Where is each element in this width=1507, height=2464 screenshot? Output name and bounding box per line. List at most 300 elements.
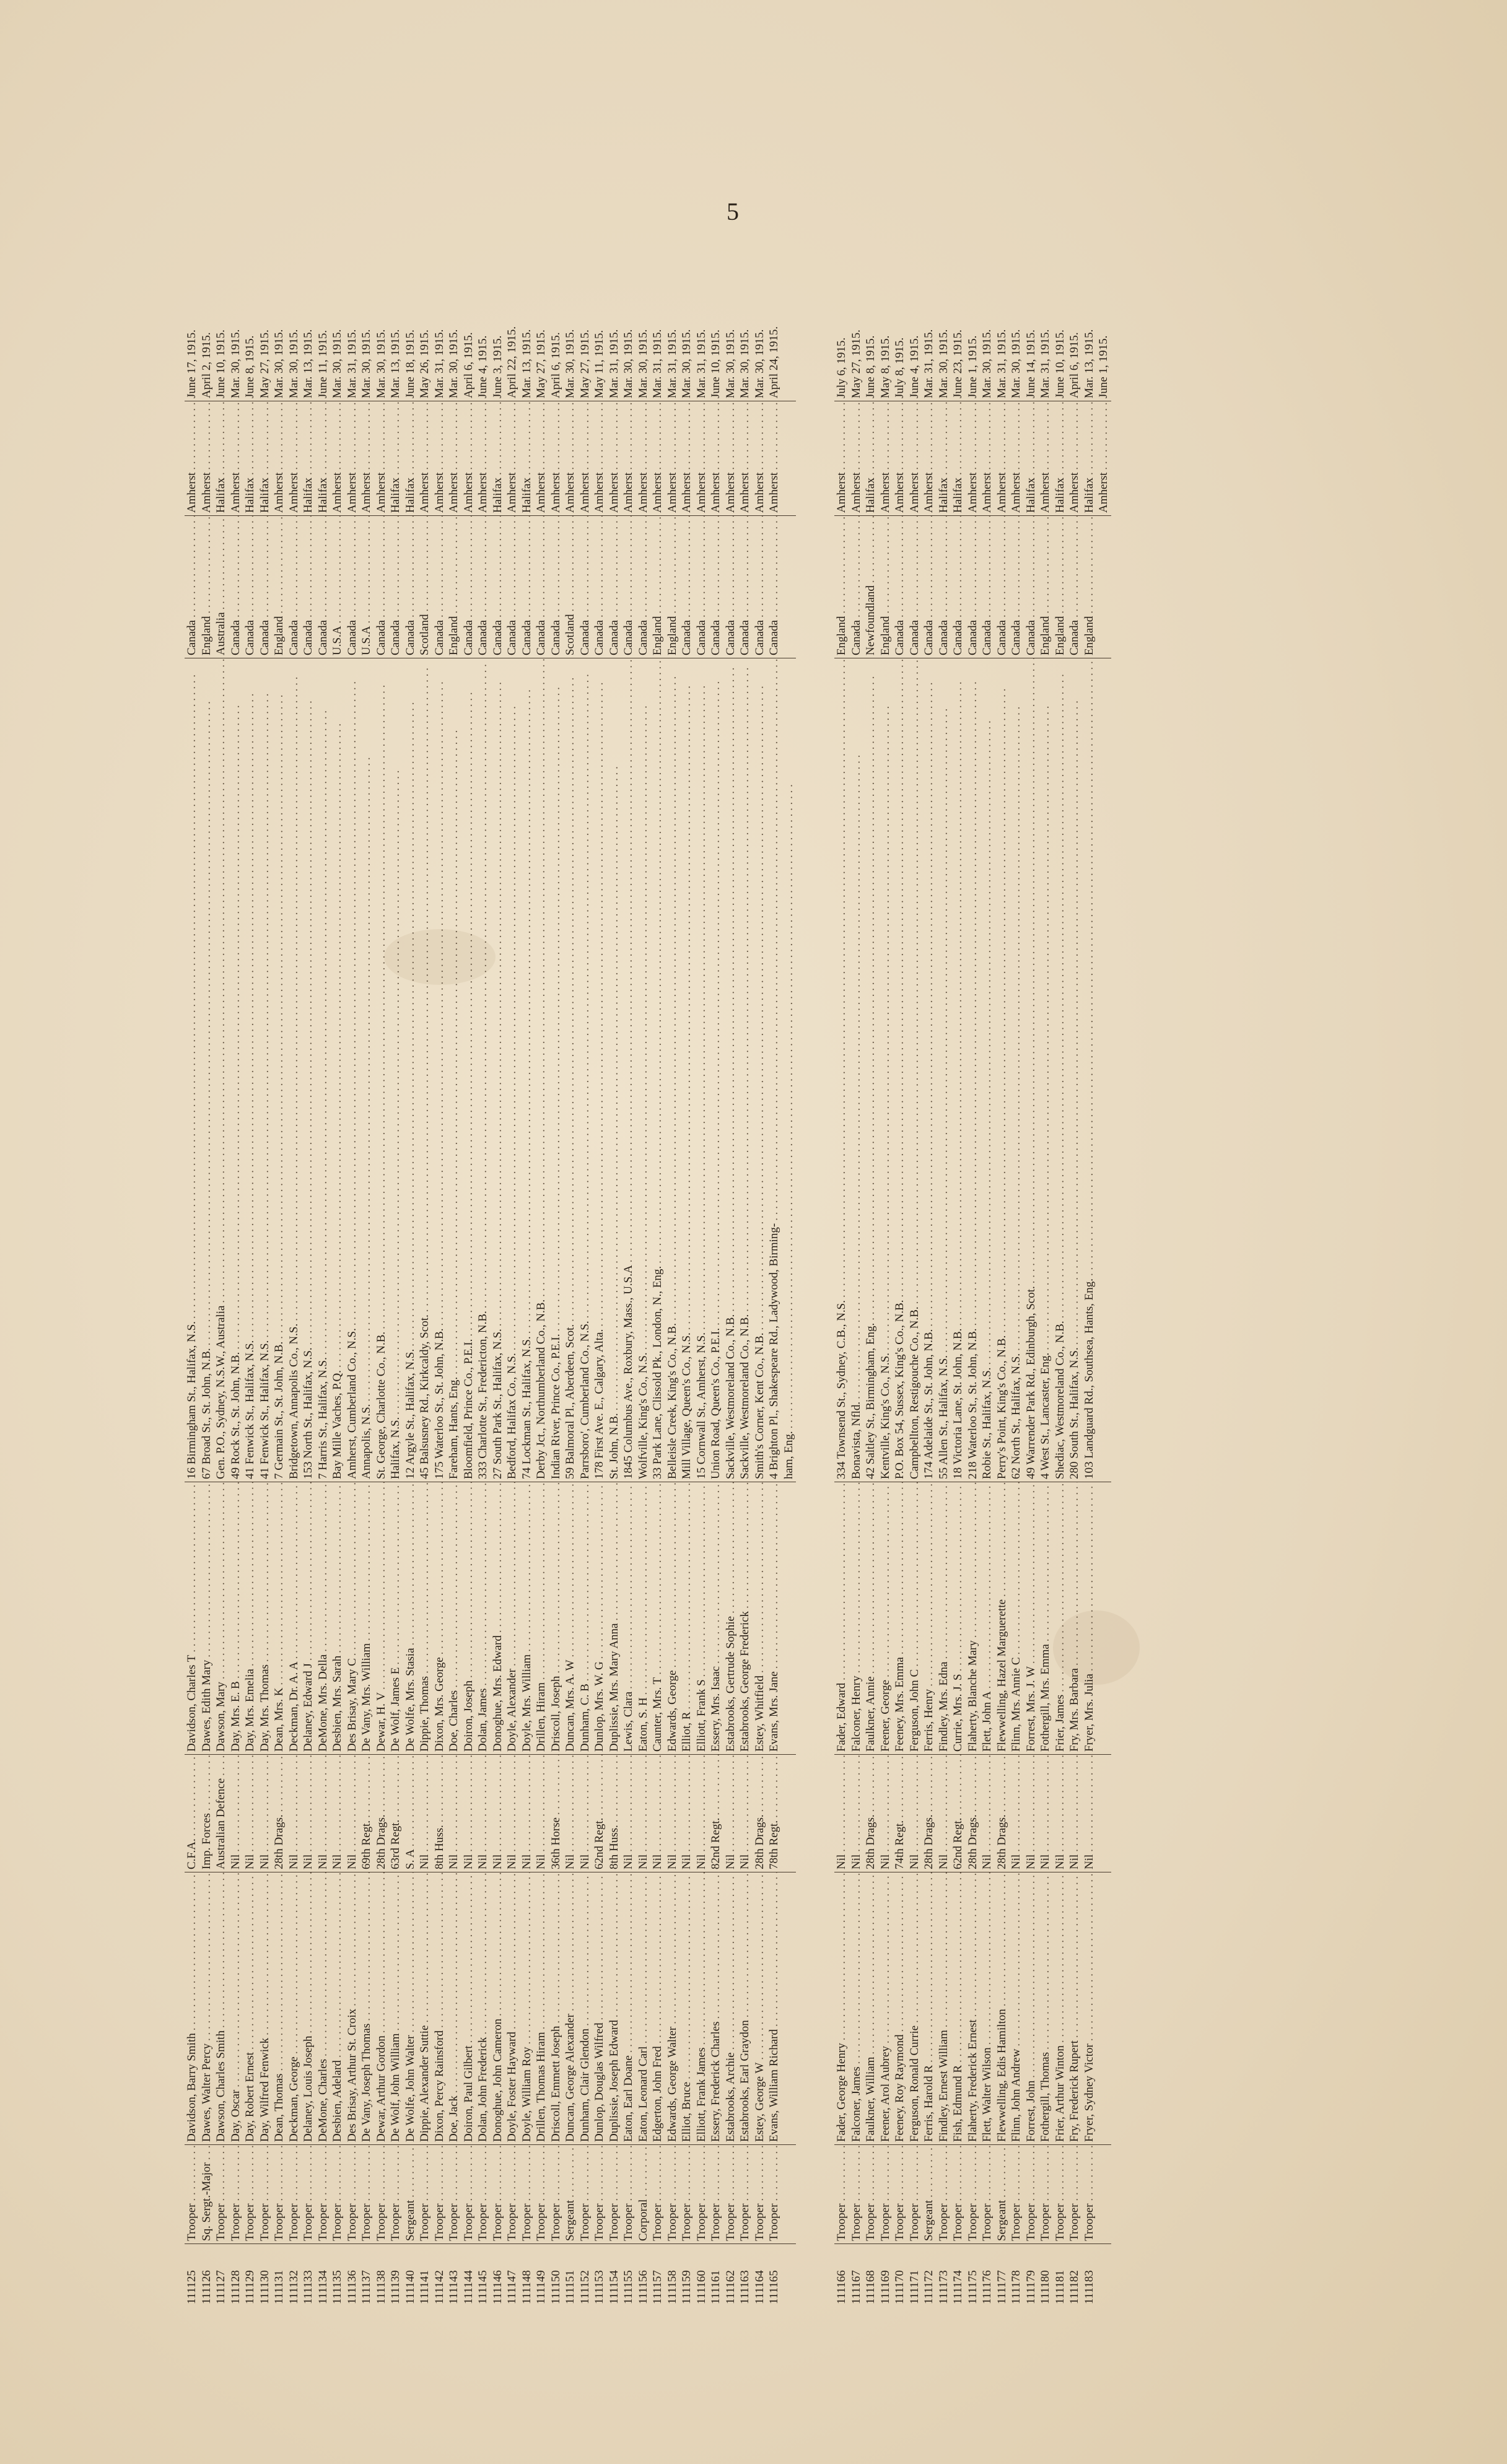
table-row	[907, 243, 922, 2305]
former-corps-cell: Nil . . .	[878, 1754, 893, 1872]
soldier-name-cell: Forrest, John . . .	[1024, 1872, 1039, 2144]
former-corps-cell: Nil . . .	[345, 1754, 360, 1872]
regimental-number-cell: 111127	[214, 2243, 229, 2305]
place-of-enlistment-cell: Halifax . . .	[951, 401, 966, 515]
rank-cell: Trooper . . .	[287, 2144, 302, 2243]
table-row	[345, 243, 360, 2305]
country-of-birth-cell: Canada . . .	[403, 515, 418, 658]
place-of-enlistment-cell: Halifax . . .	[491, 401, 505, 515]
soldier-name-cell: Flaherty, Frederick Ernest . . .	[966, 1872, 981, 2144]
place-of-enlistment-cell: Amherst . . .	[272, 401, 287, 515]
table-row	[995, 243, 1010, 2305]
next-of-kin-cell: De Wolf, James E . . .	[388, 1482, 403, 1754]
former-corps-cell: Nil . . .	[650, 1754, 665, 1872]
rank-cell: Trooper . . .	[272, 2144, 287, 2243]
next-of-kin-cell: Fry, Mrs. Barbara . . .	[1067, 1482, 1082, 1754]
place-of-enlistment-cell: Amherst . . .	[767, 401, 782, 515]
table-row	[665, 243, 680, 2305]
soldier-name-cell	[782, 1872, 797, 2144]
address-cell: 42 Saltley St., Birmingham, Eng. . . .	[863, 658, 878, 1482]
next-of-kin-cell: Estabrooks, Gertrude Sophie . . .	[723, 1482, 738, 1754]
former-corps-cell: Nil . . .	[417, 1754, 432, 1872]
next-of-kin-cell: De Vany, Mrs. William . . .	[359, 1482, 374, 1754]
rank-cell: Trooper . . .	[345, 2144, 360, 2243]
date-of-enlistment-cell: Mar. 13, 1915.	[1082, 329, 1096, 398]
date-of-enlistment-cell: Mar. 30, 1915.	[981, 329, 994, 398]
country-of-birth-cell: Canada . . .	[709, 515, 723, 658]
rank-cell: Trooper . . .	[650, 2144, 665, 2243]
date-of-enlistment-cell: June 8, 1915.	[864, 335, 877, 398]
regimental-number-cell: 111167	[849, 2243, 864, 2305]
table-row	[1096, 243, 1111, 2305]
next-of-kin-cell: De Wolfe, Mrs. Stasia . . .	[403, 1482, 418, 1754]
former-corps-cell: 62nd Regt. . . .	[951, 1754, 966, 1872]
date-of-enlistment-cell: Mar. 30, 1915.	[1010, 329, 1023, 398]
date-of-enlistment-cell: Mar. 30, 1915.	[229, 329, 242, 398]
regimental-number-cell: 111169	[878, 2243, 893, 2305]
former-corps-cell: Nil . . .	[258, 1754, 273, 1872]
date-of-enlistment-cell: June 4, 1915.	[907, 335, 921, 398]
former-corps-cell: Nil . . .	[229, 1754, 243, 1872]
country-of-birth-cell: Canada . . .	[621, 515, 636, 658]
next-of-kin-cell: Ferguson, John C . . .	[907, 1482, 922, 1754]
address-cell: 41 Fenwick St., Halifax, N.S. . . .	[243, 658, 258, 1482]
former-corps-cell: Australian Defence . . .	[214, 1754, 229, 1872]
rank-cell: Trooper . . .	[185, 2144, 199, 2243]
regimental-number-cell: 111126	[199, 2243, 214, 2305]
former-corps-cell: C.F.A. . . .	[185, 1754, 199, 1872]
soldier-name-cell: Donoghue, John Cameron . . .	[491, 1872, 505, 2144]
former-corps-cell: 28th Drags. . . .	[863, 1754, 878, 1872]
regimental-number-cell: 111136	[345, 2243, 360, 2305]
rank-cell: Trooper . . .	[388, 2144, 403, 2243]
place-of-enlistment-cell: Halifax . . .	[243, 401, 258, 515]
place-of-enlistment-cell: Amherst . . .	[1038, 401, 1053, 515]
date-of-enlistment-cell: May 26, 1915.	[418, 330, 431, 398]
rank-cell: Trooper . . .	[476, 2144, 491, 2243]
regimental-number-cell: 111131	[272, 2243, 287, 2305]
address-cell: Fareham, Hants, Eng. . . .	[447, 658, 461, 1482]
regimental-number-cell: 111175	[966, 2243, 981, 2305]
place-of-enlistment-cell: Amherst . . .	[834, 401, 849, 515]
table-row	[359, 243, 374, 2305]
former-corps-cell: 36th Horse . . .	[549, 1754, 564, 1872]
table-row	[1038, 243, 1053, 2305]
table-row	[709, 243, 723, 2305]
country-of-birth-cell: Canada . . .	[1067, 515, 1082, 658]
regimental-number-cell: 111153	[592, 2243, 607, 2305]
date-of-enlistment-cell	[782, 243, 797, 401]
place-of-enlistment-cell: Amherst . . .	[330, 401, 345, 515]
table-row	[388, 243, 403, 2305]
date-of-enlistment-cell: May 27, 1915.	[578, 330, 592, 398]
rank-cell	[782, 2144, 797, 2243]
regimental-number-cell: 111177	[995, 2243, 1010, 2305]
soldier-name-cell: Evans, William Richard . . .	[767, 1872, 782, 2144]
former-corps-cell: 28th Drags. . . .	[995, 1754, 1010, 1872]
former-corps-cell: Imp. Forces . . .	[199, 1754, 214, 1872]
date-of-enlistment-cell: June 18, 1915.	[403, 330, 417, 398]
regimental-number-cell: 111160	[694, 2243, 709, 2305]
place-of-enlistment-cell: Amherst . . .	[679, 401, 694, 515]
date-of-enlistment-cell: Mar. 13, 1915.	[389, 329, 402, 398]
soldier-name-cell: Deckman, George . . .	[287, 1872, 302, 2144]
place-of-enlistment-cell: Halifax . . .	[1082, 401, 1097, 515]
former-corps-cell: Nil . . .	[738, 1754, 753, 1872]
rank-cell: Trooper . . .	[214, 2144, 229, 2243]
address-cell: 333 Charlotte St., Fredericton, N.B. . . .	[476, 658, 491, 1482]
place-of-enlistment-cell: Amherst . . .	[1009, 401, 1024, 515]
rank-cell: Trooper . . .	[243, 2144, 258, 2243]
address-cell: 103 Landguard Rd., Southsea, Hants, Eng. . . .	[1082, 658, 1097, 1482]
soldier-name-cell: Findley, Ernest William . . .	[937, 1872, 951, 2144]
next-of-kin-cell: Elliott, Frank S . . .	[694, 1482, 709, 1754]
date-of-enlistment-cell: June 10, 1915.	[1053, 330, 1067, 398]
regimental-number-cell: 111158	[665, 2243, 680, 2305]
country-of-birth-cell: Canada . . .	[301, 515, 316, 658]
soldier-name-cell: Delaney, Louis Joseph . . .	[301, 1872, 316, 2144]
soldier-name-cell: Flinn, John Andrew . . .	[1009, 1872, 1024, 2144]
regimental-number-cell: 111128	[229, 2243, 243, 2305]
country-of-birth-cell: Newfoundland . . .	[863, 515, 878, 658]
rank-cell: Trooper . . .	[316, 2144, 331, 2243]
place-of-enlistment-cell: Amherst . . .	[907, 401, 922, 515]
table-row	[578, 243, 593, 2305]
rank-cell: Trooper . . .	[878, 2144, 893, 2243]
next-of-kin-cell: Deckman, Dr. A. A . . .	[287, 1482, 302, 1754]
date-of-enlistment-cell: July 8, 1915.	[893, 337, 906, 398]
country-of-birth-cell: Canada . . .	[520, 515, 535, 658]
table-row	[563, 243, 578, 2305]
address-cell: 74 Lockman St., Halifax, N.S. . . .	[520, 658, 535, 1482]
regimental-number-cell: 111135	[330, 2243, 345, 2305]
table-row	[287, 243, 302, 2305]
place-of-enlistment-cell: Halifax . . .	[863, 401, 878, 515]
next-of-kin-cell: Doiron, Joseph . . .	[461, 1482, 476, 1754]
soldier-name-cell: De Wolf, John William . . .	[388, 1872, 403, 2144]
date-of-enlistment-cell: June 3, 1915.	[491, 335, 504, 398]
date-of-enlistment-cell: Mar. 31, 1915.	[995, 329, 1008, 398]
rank-cell: Trooper . . .	[907, 2144, 922, 2243]
country-of-birth-cell: Canada . . .	[753, 515, 767, 658]
rank-cell: Trooper . . .	[966, 2144, 981, 2243]
place-of-enlistment-cell: Halifax . . .	[520, 401, 535, 515]
address-cell: 1845 Columbus Ave., Roxbury, Mass., U.S.A . . .	[621, 658, 636, 1482]
date-of-enlistment-cell: June 4, 1915.	[476, 335, 489, 398]
rank-cell: Sergeant . . .	[563, 2144, 578, 2243]
regimental-number-cell: 111130	[258, 2243, 273, 2305]
date-of-enlistment-cell: Mar. 31, 1915.	[1039, 329, 1052, 398]
address-cell: 153 North St., Halifax, N.S. . . .	[301, 658, 316, 1482]
soldier-name-cell: Feener, Arol Aubrey . . .	[878, 1872, 893, 2144]
soldier-name-cell: Dawson, Charles Smith . . .	[214, 1872, 229, 2144]
next-of-kin-cell: Falconer, Henry . . .	[849, 1482, 864, 1754]
rank-cell: Trooper . . .	[1082, 2144, 1097, 2243]
place-of-enlistment-cell: Amherst . . .	[893, 401, 907, 515]
next-of-kin-cell: Dewar, H. V . . .	[374, 1482, 389, 1754]
next-of-kin-cell: Dolan, James . . .	[476, 1482, 491, 1754]
address-cell: Gen. P.O., Sydney, N.S.W., Australia . . .	[214, 658, 229, 1482]
soldier-name-cell: Day, Wilfred Fenwick . . .	[258, 1872, 273, 2144]
roster-block-d-e	[185, 243, 796, 2305]
former-corps-cell: Nil . . .	[534, 1754, 549, 1872]
country-of-birth-cell: Canada . . .	[374, 515, 389, 658]
roster-block-f	[834, 243, 1111, 2305]
regimental-number-cell: 111155	[621, 2243, 636, 2305]
former-corps-cell: Nil . . .	[491, 1754, 505, 1872]
address-cell: Bonavista, Nfld. . . .	[849, 658, 864, 1482]
country-of-birth-cell: Canada . . .	[893, 515, 907, 658]
address-cell: Union Road, Queen's Co., P.E.I. . . .	[709, 658, 723, 1482]
next-of-kin-cell: Day, Mrs. E. B . . .	[229, 1482, 243, 1754]
address-cell: 12 Argyle St., Halifax, N.S. . . .	[403, 658, 418, 1482]
next-of-kin-cell: Doyle, Alexander . . .	[505, 1482, 520, 1754]
table-row	[229, 243, 243, 2305]
soldier-name-cell: Dippie, Alexander Suttie . . .	[417, 1872, 432, 2144]
address-cell: Mill Village, Queen's Co., N.S. . . .	[679, 658, 694, 1482]
rank-cell: Trooper . . .	[980, 2144, 995, 2243]
regimental-number-cell: 111143	[447, 2243, 461, 2305]
table-row	[476, 243, 491, 2305]
regimental-number-cell: 111164	[753, 2243, 767, 2305]
regimental-number-cell: 111146	[491, 2243, 505, 2305]
regimental-number-cell: 111179	[1024, 2243, 1039, 2305]
rank-cell: Trooper . . .	[937, 2144, 951, 2243]
table-row	[621, 243, 636, 2305]
country-of-birth-cell: Canada . . .	[679, 515, 694, 658]
address-cell: 7 Germain St., St. John, N.B. . . .	[272, 658, 287, 1482]
former-corps-cell: Nil . . .	[476, 1754, 491, 1872]
place-of-enlistment-cell: Amherst . . .	[374, 401, 389, 515]
address-cell: Smith's Corner, Kent Co., N.B. . . .	[753, 658, 767, 1482]
country-of-birth-cell: Canada . . .	[966, 515, 981, 658]
next-of-kin-cell: Ferris, Henry . . .	[922, 1482, 937, 1754]
table-row	[461, 243, 476, 2305]
date-of-enlistment-cell: Mar. 30, 1915.	[273, 329, 286, 398]
next-of-kin-cell: Dawes, Edith Mary . . .	[199, 1482, 214, 1754]
address-cell: 49 Warrender Park Rd., Edinburgh, Scot. . . .	[1024, 658, 1039, 1482]
country-of-birth-cell: Canada . . .	[185, 515, 199, 658]
regimental-number-cell: 111154	[607, 2243, 622, 2305]
regimental-number-cell: 111137	[359, 2243, 374, 2305]
rank-cell: Trooper . . .	[1067, 2144, 1082, 2243]
address-cell: Bloomfield, Prince Co., P.E.I. . . .	[461, 658, 476, 1482]
table-row	[966, 243, 981, 2305]
date-of-enlistment-cell: Mar. 30, 1915.	[287, 329, 300, 398]
country-of-birth-cell: England . . .	[665, 515, 680, 658]
date-of-enlistment-cell: June 1, 1915.	[966, 335, 979, 398]
regimental-number-cell: 111139	[388, 2243, 403, 2305]
place-of-enlistment-cell: Amherst . . .	[447, 401, 461, 515]
rank-cell: Trooper . . .	[723, 2144, 738, 2243]
regimental-number-cell: 111162	[723, 2243, 738, 2305]
next-of-kin-cell: DeMone, Mrs. Della . . .	[316, 1482, 331, 1754]
rank-cell: Trooper . . .	[461, 2144, 476, 2243]
former-corps-cell: Nil . . .	[578, 1754, 593, 1872]
table-row	[607, 243, 622, 2305]
place-of-enlistment-cell: Halifax . . .	[388, 401, 403, 515]
next-of-kin-cell: Caunter, Mrs. T . . .	[650, 1482, 665, 1754]
country-of-birth-cell: England . . .	[834, 515, 849, 658]
table-row	[849, 243, 864, 2305]
table-row	[650, 243, 665, 2305]
rank-cell: Trooper . . .	[607, 2144, 622, 2243]
table-row	[534, 243, 549, 2305]
table-row	[834, 243, 849, 2305]
country-of-birth-cell: Scotland . . .	[563, 515, 578, 658]
next-of-kin-cell: Duplissie, Mrs. Mary Anna . . .	[607, 1482, 622, 1754]
former-corps-cell: Nil . . .	[330, 1754, 345, 1872]
place-of-enlistment-cell: Halifax . . .	[301, 401, 316, 515]
table-row	[1082, 243, 1097, 2305]
address-cell: 4 West St., Lancaster, Eng. . . .	[1038, 658, 1053, 1482]
next-of-kin-cell: Edwards, George . . .	[665, 1482, 680, 1754]
date-of-enlistment-cell: June 17, 1915.	[185, 330, 198, 398]
country-of-birth-cell: Canada . . .	[476, 515, 491, 658]
table-row	[636, 243, 651, 2305]
soldier-name-cell: Flewwelling, Edis Hamilton . . .	[995, 1872, 1010, 2144]
address-cell: 55 Allen St., Halifax, N.S. . . .	[937, 658, 951, 1482]
former-corps-cell: Nil . . .	[1009, 1754, 1024, 1872]
regimental-number-cell: 111132	[287, 2243, 302, 2305]
soldier-name-cell: Dawes, Walter Percy . . .	[199, 1872, 214, 2144]
country-of-birth-cell: England . . .	[447, 515, 461, 658]
date-of-enlistment-cell: Mar. 31, 1915.	[607, 329, 621, 398]
address-cell: 7 Harris St., Halifax, N.S. . . .	[316, 658, 331, 1482]
soldier-name-cell: Feeney, Roy Raymond . . .	[893, 1872, 907, 2144]
regimental-number-cell: 111161	[709, 2243, 723, 2305]
former-corps-cell: Nil . . .	[679, 1754, 694, 1872]
date-of-enlistment-cell: May 11, 1915.	[593, 330, 606, 398]
former-corps-cell: Nil . . .	[694, 1754, 709, 1872]
regimental-number-cell	[782, 2243, 797, 2305]
regimental-number-cell: 111157	[650, 2243, 665, 2305]
soldier-name-cell: Elliot, Bruce . . .	[679, 1872, 694, 2144]
country-of-birth-cell: England . . .	[1038, 515, 1053, 658]
regimental-number-cell: 111181	[1053, 2243, 1068, 2305]
place-of-enlistment-cell: Halifax . . .	[316, 401, 331, 515]
former-corps-cell: Nil . . .	[520, 1754, 535, 1872]
former-corps-cell	[782, 1754, 797, 1872]
next-of-kin-cell: Desbien, Mrs. Sarah . . .	[330, 1482, 345, 1754]
next-of-kin-cell: Flaherty, Blanche Mary . . .	[966, 1482, 981, 1754]
table-row	[243, 243, 258, 2305]
next-of-kin-cell	[782, 1482, 797, 1754]
next-of-kin-cell: Essery, Mrs. Isaac . . .	[709, 1482, 723, 1754]
table-row	[723, 243, 738, 2305]
next-of-kin-cell: Day, Mrs. Emelia . . .	[243, 1482, 258, 1754]
regimental-number-cell: 111170	[893, 2243, 907, 2305]
soldier-name-cell: Day, Oscar . . .	[229, 1872, 243, 2144]
place-of-enlistment-cell: Amherst . . .	[1096, 401, 1111, 515]
former-corps-cell: 28th Drags. . . .	[272, 1754, 287, 1872]
next-of-kin-cell: Evans, Mrs. Jane . . .	[767, 1482, 782, 1754]
next-of-kin-cell: Dean, Mrs. K . . .	[272, 1482, 287, 1754]
regimental-number-cell: 111163	[738, 2243, 753, 2305]
date-of-enlistment-cell: Mar. 13, 1915.	[302, 329, 315, 398]
address-cell: 18 Victoria Lane, St. John, N.B. . . .	[951, 658, 966, 1482]
rank-cell: Trooper . . .	[1053, 2144, 1068, 2243]
address-cell: Parrsboro', Cumberland Co., N.S. . . .	[578, 658, 593, 1482]
address-cell: St. George, Charlotte Co., N.B. . . .	[374, 658, 389, 1482]
rank-cell: Trooper . . .	[578, 2144, 593, 2243]
next-of-kin-cell: Dawson, Mary . . .	[214, 1482, 229, 1754]
country-of-birth-cell: England . . .	[878, 515, 893, 658]
next-of-kin-cell: Currie, Mrs. J. S . . .	[951, 1482, 966, 1754]
address-cell: 59 Balmoral Pl., Aberdeen, Scot. . . .	[563, 658, 578, 1482]
date-of-enlistment-cell: Mar. 31, 1915.	[651, 329, 664, 398]
date-of-enlistment-cell: Mar. 31, 1915.	[694, 329, 708, 398]
place-of-enlistment-cell: Amherst . . .	[621, 401, 636, 515]
regimental-number-cell: 111145	[476, 2243, 491, 2305]
table-row	[272, 243, 287, 2305]
next-of-kin-cell: Des Brisay, Mary C . . .	[345, 1482, 360, 1754]
table-row	[185, 243, 199, 2305]
date-of-enlistment-cell: May 27, 1915.	[849, 330, 863, 398]
date-of-enlistment-cell: Mar. 30, 1915.	[738, 329, 751, 398]
place-of-enlistment-cell: Amherst . . .	[417, 401, 432, 515]
date-of-enlistment-cell: May 27, 1915.	[258, 330, 271, 398]
former-corps-cell: 69th Regt. . . .	[359, 1754, 374, 1872]
next-of-kin-cell: Estabrooks, George Frederick . . .	[738, 1482, 753, 1754]
regimental-number-cell: 111168	[863, 2243, 878, 2305]
former-corps-cell: Nil . . .	[287, 1754, 302, 1872]
rank-cell: Trooper . . .	[951, 2144, 966, 2243]
table-row	[767, 243, 782, 2305]
date-of-enlistment-cell: Mar. 30, 1915.	[374, 329, 388, 398]
regimental-number-cell: 111149	[534, 2243, 549, 2305]
date-of-enlistment-cell: Mar. 30, 1915.	[723, 329, 737, 398]
rank-cell: Trooper . . .	[834, 2144, 849, 2243]
country-of-birth-cell: Canada . . .	[636, 515, 651, 658]
regimental-number-cell: 111150	[549, 2243, 564, 2305]
date-of-enlistment-cell: May 8, 1915.	[878, 335, 892, 398]
table-row	[937, 243, 951, 2305]
country-of-birth-cell: Canada . . .	[316, 515, 331, 658]
country-of-birth-cell: Canada . . .	[491, 515, 505, 658]
address-cell: Indian River, Prince Co., P.E.I. . . .	[549, 658, 564, 1482]
soldier-name-cell: Des Brisay, Arthur St. Croix . . .	[345, 1872, 360, 2144]
former-corps-cell: 74th Regt. . . .	[893, 1754, 907, 1872]
soldier-name-cell: Faulkner, William . . .	[863, 1872, 878, 2144]
country-of-birth-cell: Canada . . .	[1009, 515, 1024, 658]
country-of-birth-cell: Canada . . .	[505, 515, 520, 658]
place-of-enlistment-cell: Halifax . . .	[937, 401, 951, 515]
country-of-birth-cell: Canada . . .	[229, 515, 243, 658]
table-row	[403, 243, 418, 2305]
rank-cell: Trooper . . .	[709, 2144, 723, 2243]
soldier-name-cell: Dolan, John Frederick . . .	[476, 1872, 491, 2144]
next-of-kin-cell: Flewwelling, Hazel Marguerette . . .	[995, 1482, 1010, 1754]
address-cell: Belleisle Creek, King's Co., N.B. . . .	[665, 658, 680, 1482]
former-corps-cell: 28th Drags. . . .	[966, 1754, 981, 1872]
address-cell: Amherst, Cumberland Co., N.S. . . .	[345, 658, 360, 1482]
next-of-kin-cell: Day, Mrs. Thomas . . .	[258, 1482, 273, 1754]
place-of-enlistment-cell: Halifax . . .	[1024, 401, 1039, 515]
country-of-birth-cell: Canada . . .	[922, 515, 937, 658]
next-of-kin-cell: Dixon, Mrs. George . . .	[432, 1482, 447, 1754]
next-of-kin-cell: Davidson, Charles T . . .	[185, 1482, 199, 1754]
place-of-enlistment-cell: Amherst . . .	[505, 401, 520, 515]
date-of-enlistment-cell: June 10, 1915.	[214, 330, 227, 398]
date-of-enlistment-cell: Mar. 30, 1915.	[622, 329, 635, 398]
table-row	[374, 243, 389, 2305]
country-of-birth-cell: Canada . . .	[258, 515, 273, 658]
address-cell: Perry's Point, King's Co., N.B. . . .	[995, 658, 1010, 1482]
rank-cell: Trooper . . .	[1009, 2144, 1024, 2243]
regimental-number-cell: 111176	[980, 2243, 995, 2305]
country-of-birth-cell: Canada . . .	[723, 515, 738, 658]
